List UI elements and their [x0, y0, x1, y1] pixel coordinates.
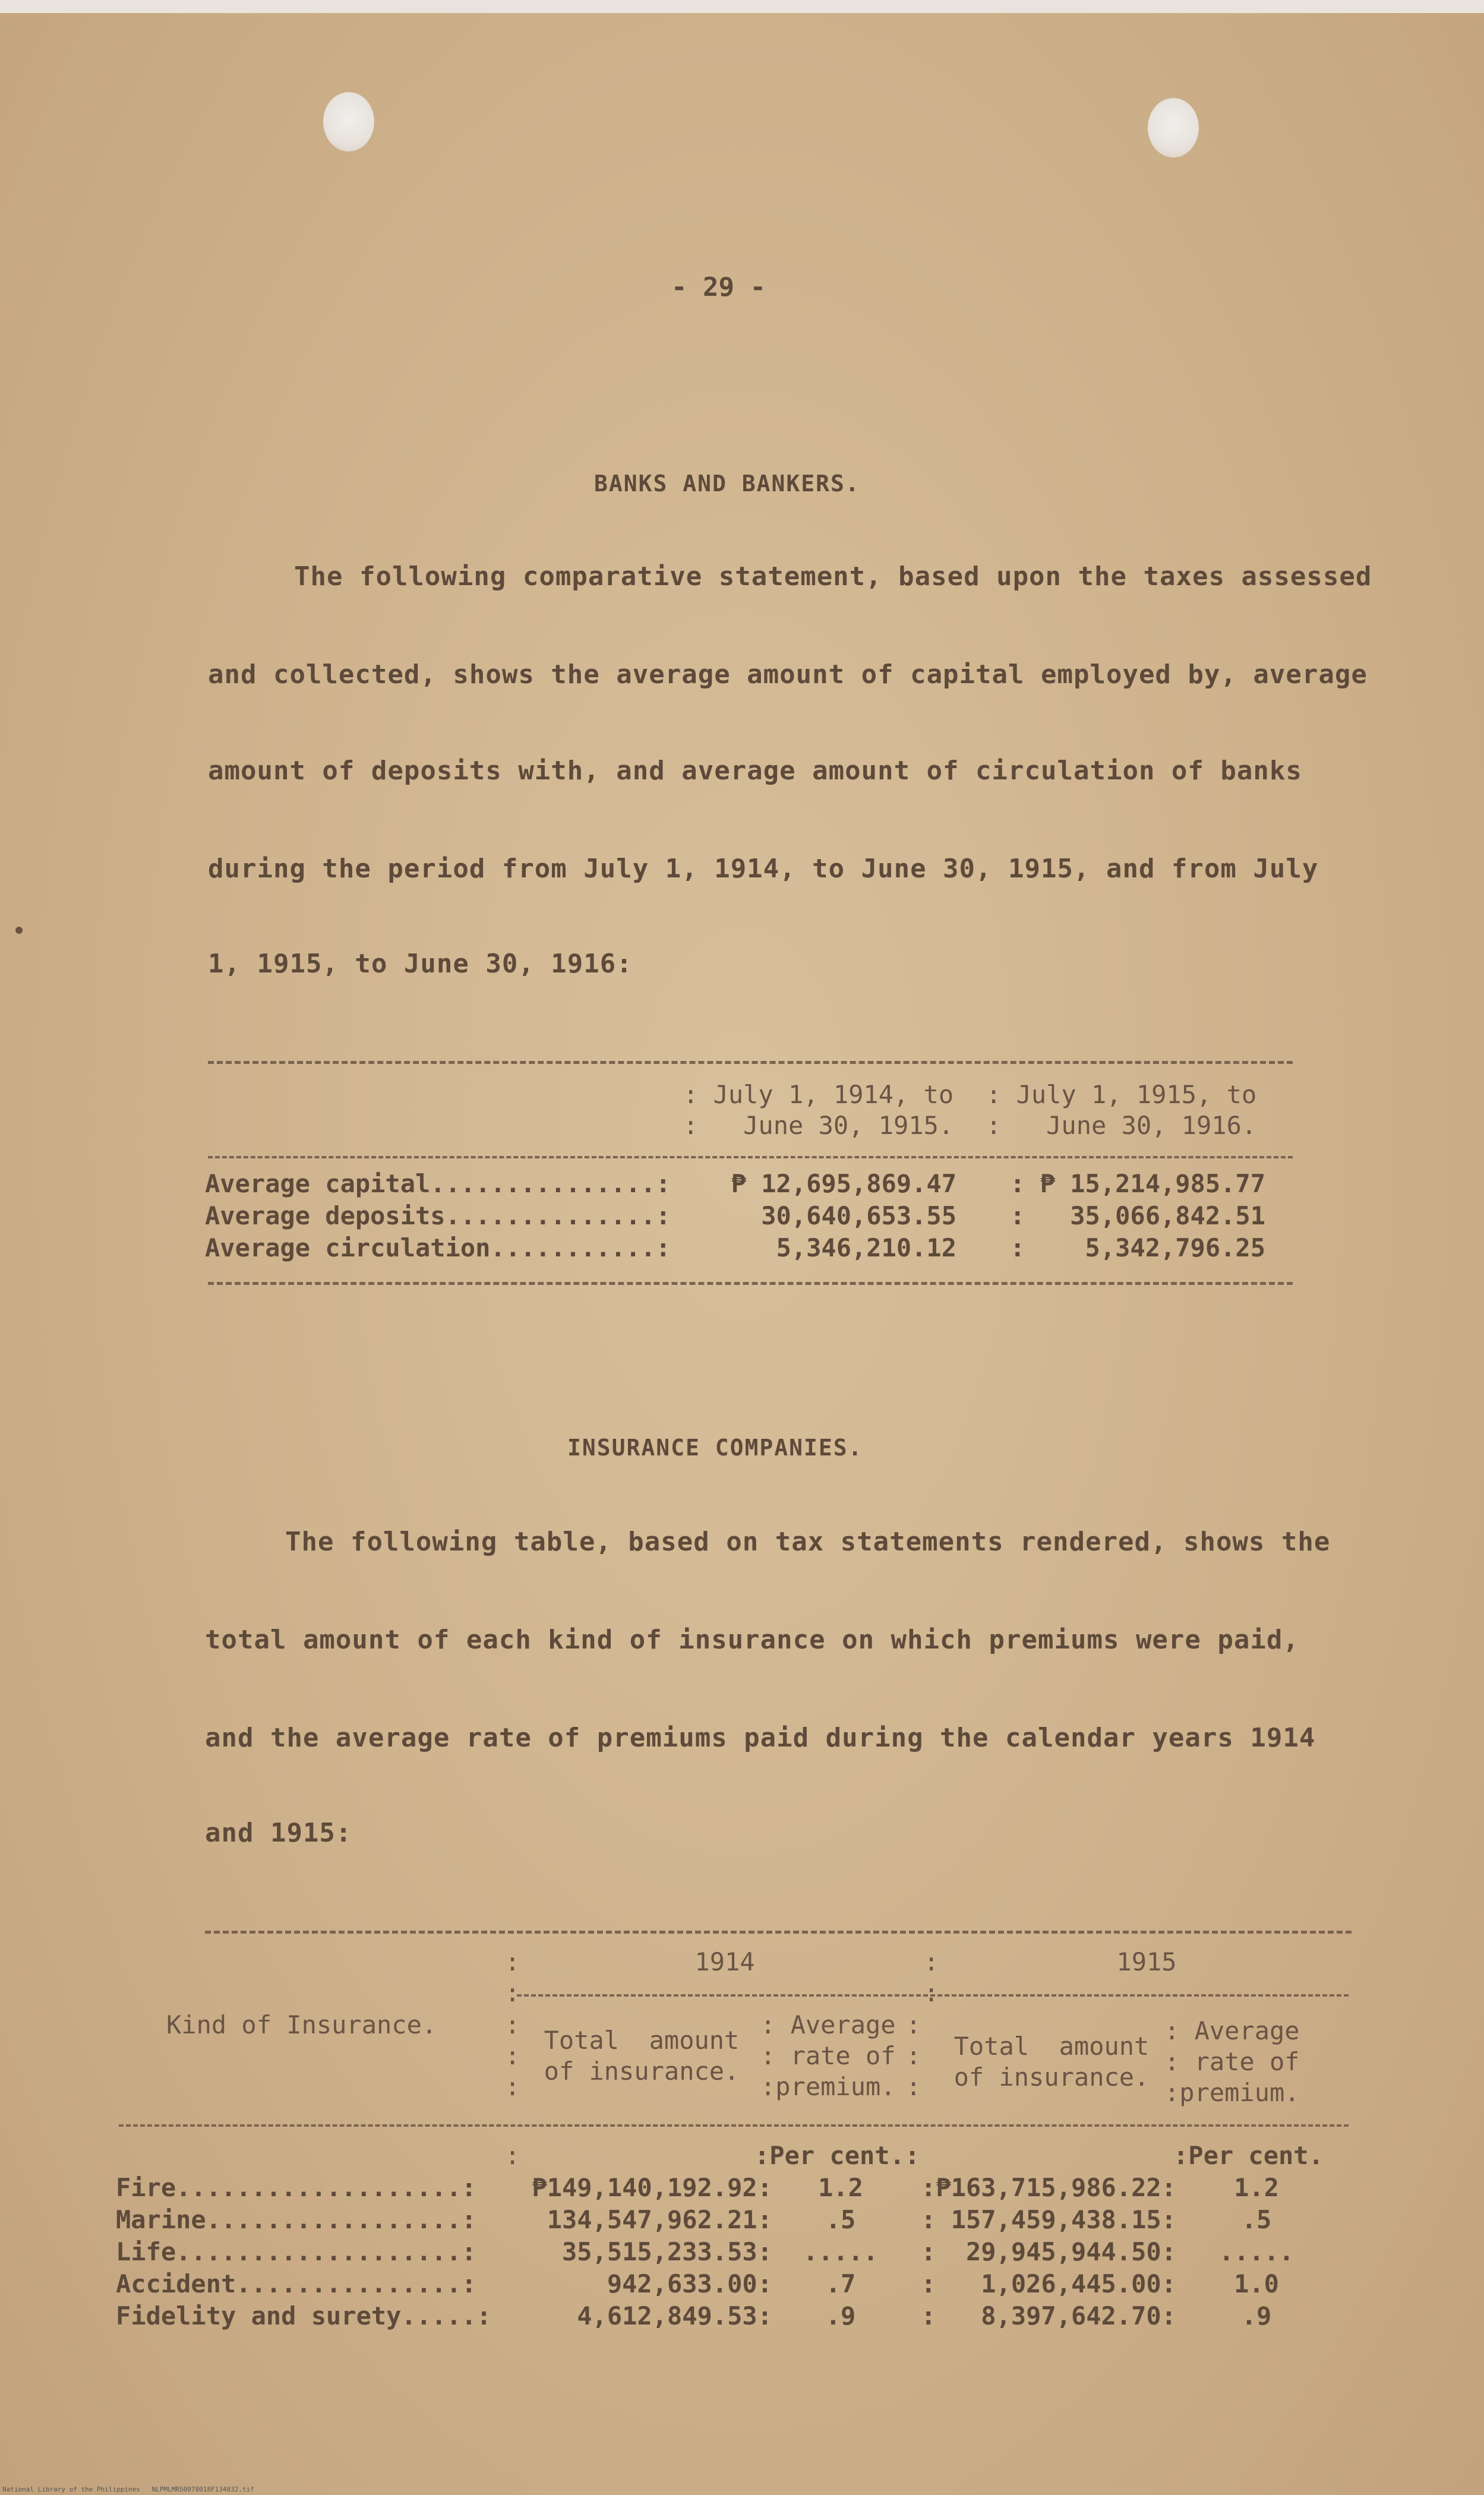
table-cell: .9	[1241, 2301, 1272, 2330]
col-separator: :	[505, 1947, 520, 1976]
banks-paragraph-line: 1, 1915, to June 30, 1916:	[208, 949, 633, 979]
rate-header-1914: : Average	[760, 2010, 896, 2039]
insurance-paragraph-line: The following table, based on tax statements rendered, shows the	[285, 1527, 1331, 1557]
table-rule	[205, 1931, 1352, 1934]
year-header-1914: 1914	[694, 1947, 755, 1976]
col-separator: :	[924, 1978, 939, 2007]
col-separator: :	[505, 2072, 520, 2101]
insurance-paragraph-line: and 1915:	[205, 1818, 352, 1848]
table-cell: : 29,945,944.50:	[921, 2237, 1176, 2266]
table-cell: 35,515,233.53:	[561, 2237, 772, 2266]
table-row-label: Average circulation...........:	[205, 1233, 671, 1262]
table-rule	[208, 1156, 1293, 1158]
total-header-1915: of insurance.	[953, 2063, 1150, 2092]
paper-speck	[15, 927, 23, 934]
banks-paragraph-line: amount of deposits with, and average amount of circulation of banks	[208, 756, 1302, 786]
table-row-label: Average deposits..............:	[205, 1201, 671, 1230]
table-row-label: Fidelity and surety.....:	[116, 2301, 492, 2330]
table-cell: ₱149,140,192.92:	[532, 2173, 772, 2202]
table-cell: : 1,026,445.00:	[921, 2269, 1176, 2298]
col-separator: :	[906, 2010, 921, 2039]
banks-heading: BANKS AND BANKERS.	[594, 470, 860, 497]
banks-paragraph-line: and collected, shows the average amount of capital employed by, average	[208, 659, 1368, 690]
col-header-1915-16: : June 30, 1916.	[986, 1111, 1257, 1140]
table-cell: : 5,342,796.25	[1010, 1233, 1265, 1262]
col-header-1914-15: : June 30, 1915.	[683, 1111, 954, 1140]
table-cell: : 8,397,642.70:	[921, 2301, 1176, 2330]
table-cell: ₱ 12,695,869.47	[731, 1169, 956, 1198]
table-cell: 134,547,962.21:	[547, 2205, 772, 2234]
rate-header-1915: :premium.	[1164, 2078, 1300, 2107]
table-rule	[119, 2124, 1349, 2127]
per-cent-label-1915: :Per cent.	[1173, 2141, 1324, 2170]
year-header-1915: 1915	[1116, 1947, 1177, 1976]
rate-header-1915: : rate of	[1164, 2047, 1300, 2076]
scanner-edge	[0, 0, 1484, 13]
table-cell: 942,633.00:	[607, 2269, 772, 2298]
page-number: - 29 -	[671, 272, 766, 302]
insurance-paragraph-line: and the average rate of premiums paid during the calendar years 1914	[205, 1723, 1316, 1753]
col-separator: :	[505, 2141, 520, 2170]
table-cell: .5	[825, 2205, 856, 2234]
table-cell: 30,640,653.55	[761, 1201, 956, 1230]
table-cell: .7	[825, 2269, 856, 2298]
rate-header-1914: : rate of	[760, 2041, 896, 2070]
table-cell: 1.2	[1234, 2173, 1279, 2202]
table-rule	[517, 1994, 1349, 1997]
table-cell: : 157,459,438.15:	[921, 2205, 1176, 2234]
table-rule	[208, 1282, 1293, 1285]
banks-paragraph-line: The following comparative statement, based upon the taxes assessed	[294, 561, 1372, 592]
table-row-label: Average capital...............:	[205, 1169, 671, 1198]
col-separator: :	[505, 2041, 520, 2070]
table-rule	[208, 1061, 1293, 1064]
rate-header-1915: : Average	[1164, 2016, 1300, 2045]
table-cell: .9	[825, 2301, 856, 2330]
table-cell: :₱163,715,986.22:	[921, 2173, 1176, 2202]
archive-footer: National Library of the Philippines NLPMLMRS0078018F134032.tif	[2, 2485, 254, 2493]
table-cell: .5	[1241, 2205, 1272, 2234]
col-separator: :	[505, 2010, 520, 2039]
insurance-paragraph-line: total amount of each kind of insurance on which premiums were paid,	[205, 1625, 1299, 1655]
table-row-label: Life...................:	[116, 2237, 476, 2266]
rate-header-1914: :premium.	[760, 2072, 896, 2101]
table-cell: 5,346,210.12	[776, 1233, 956, 1262]
table-row-label: Fire...................:	[116, 2173, 476, 2202]
table-cell: .....	[803, 2237, 879, 2266]
total-header-1914: Total amount	[544, 2026, 740, 2055]
table-cell: 4,612,849.53:	[577, 2301, 772, 2330]
total-header-1915: Total amount	[953, 2032, 1150, 2061]
table-row-label: Accident...............:	[116, 2269, 476, 2298]
col-header-1914-15: : July 1, 1914, to	[683, 1080, 954, 1109]
table-row-label: Marine.................:	[116, 2205, 476, 2234]
row-header: Kind of Insurance.	[166, 2010, 437, 2039]
punch-hole-right	[1148, 98, 1199, 157]
col-separator: :	[906, 2072, 921, 2101]
table-cell: .....	[1218, 2237, 1294, 2266]
table-cell: 1.0	[1234, 2269, 1279, 2298]
col-separator: :	[505, 1978, 520, 2007]
total-header-1914: of insurance.	[544, 2057, 740, 2086]
per-cent-label-1914: :Per cent.:	[754, 2141, 920, 2170]
punch-hole-left	[323, 92, 374, 151]
banks-paragraph-line: during the period from July 1, 1914, to June 30, 1915, and from July	[208, 854, 1319, 884]
col-header-1915-16: : July 1, 1915, to	[986, 1080, 1257, 1109]
table-cell: : ₱ 15,214,985.77	[1010, 1169, 1265, 1198]
insurance-heading: INSURANCE COMPANIES.	[567, 1435, 863, 1461]
col-separator: :	[924, 1947, 939, 1976]
col-separator: :	[906, 2041, 921, 2070]
table-cell: : 35,066,842.51	[1010, 1201, 1265, 1230]
table-cell: 1.2	[818, 2173, 863, 2202]
